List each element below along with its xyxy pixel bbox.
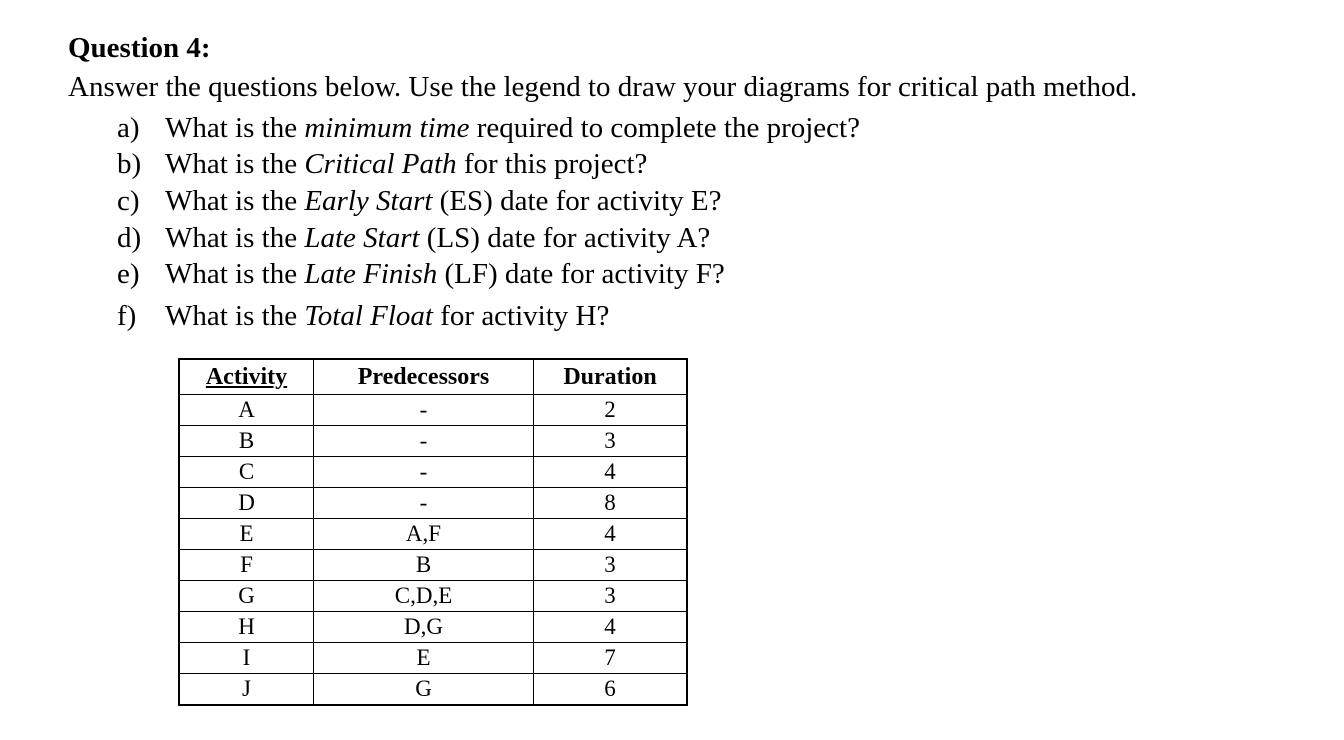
cell-predecessors: C,D,E — [314, 581, 534, 612]
question-text-post: required to complete the project? — [469, 112, 860, 144]
table-row — [179, 457, 687, 488]
question-marker: f) — [117, 300, 137, 332]
question-c — [117, 183, 722, 219]
cell-duration: 3 — [534, 550, 688, 581]
cell-predecessors: B — [314, 550, 534, 581]
cell-activity: C — [179, 457, 314, 488]
cell-duration: 3 — [534, 581, 688, 612]
question-text-post: for this project? — [456, 148, 648, 180]
question-marker: e) — [117, 258, 140, 290]
question-text-post: for activity H? — [433, 300, 610, 332]
cell-predecessors: - — [314, 395, 534, 426]
cell-activity: A — [179, 395, 314, 426]
question-heading: Question 4: — [68, 32, 211, 64]
cell-duration: 7 — [534, 643, 688, 674]
question-text-post: (LF) date for activity F? — [437, 258, 725, 290]
question-text-pre: What is the — [165, 258, 305, 290]
question-text-pre: What is the — [165, 112, 305, 144]
question-emphasis: Late Finish — [304, 258, 438, 290]
header-predecessors: Predecessors — [314, 359, 534, 395]
activity-table — [178, 358, 688, 706]
header-activity: Activity — [179, 359, 314, 395]
question-emphasis: Critical Path — [304, 148, 457, 180]
instructions-text: Answer the questions below. Use the legend to draw your diagrams for critical path method. — [68, 71, 1138, 103]
question-text-pre: What is the — [165, 148, 305, 180]
question-marker: a) — [117, 112, 140, 144]
cell-activity: H — [179, 612, 314, 643]
cell-duration: 8 — [534, 488, 688, 519]
cell-activity: E — [179, 519, 314, 550]
table-row — [179, 550, 687, 581]
cell-predecessors: E — [314, 643, 534, 674]
cell-activity: F — [179, 550, 314, 581]
question-text-pre: What is the — [165, 222, 305, 254]
cell-predecessors: D,G — [314, 612, 534, 643]
table-row — [179, 643, 687, 674]
cell-predecessors: A,F — [314, 519, 534, 550]
table-row — [179, 612, 687, 643]
cell-duration: 6 — [534, 674, 688, 706]
question-marker: b) — [117, 148, 142, 180]
question-emphasis: minimum time — [304, 112, 470, 144]
table-row — [179, 674, 687, 706]
question-emphasis: Total Float — [304, 300, 433, 332]
cell-duration: 2 — [534, 395, 688, 426]
question-emphasis: Early Start — [304, 185, 433, 217]
cell-duration: 4 — [534, 612, 688, 643]
header-duration: Duration — [534, 359, 688, 395]
cell-activity: I — [179, 643, 314, 674]
cell-activity: B — [179, 426, 314, 457]
question-a — [117, 110, 860, 146]
table-row — [179, 426, 687, 457]
cell-duration: 4 — [534, 519, 688, 550]
table-row — [179, 488, 687, 519]
cell-predecessors: - — [314, 457, 534, 488]
cell-predecessors: G — [314, 674, 534, 706]
table-row — [179, 519, 687, 550]
table-header-row — [179, 359, 687, 395]
question-text-post: (LS) date for activity A? — [419, 222, 711, 254]
question-b — [117, 146, 647, 182]
table-row — [179, 395, 687, 426]
question-text-pre: What is the — [165, 300, 305, 332]
question-f — [117, 298, 609, 334]
cell-activity: J — [179, 674, 314, 706]
question-emphasis: Late Start — [304, 222, 420, 254]
cell-predecessors: - — [314, 426, 534, 457]
question-text-pre: What is the — [165, 185, 305, 217]
table-row — [179, 581, 687, 612]
cell-predecessors: - — [314, 488, 534, 519]
question-marker: d) — [117, 222, 142, 254]
cell-duration: 4 — [534, 457, 688, 488]
cell-duration: 3 — [534, 426, 688, 457]
question-d — [117, 220, 710, 256]
cell-activity: D — [179, 488, 314, 519]
question-marker: c) — [117, 185, 140, 217]
cell-activity: G — [179, 581, 314, 612]
question-text-post: (ES) date for activity E? — [432, 185, 722, 217]
question-e — [117, 256, 725, 292]
